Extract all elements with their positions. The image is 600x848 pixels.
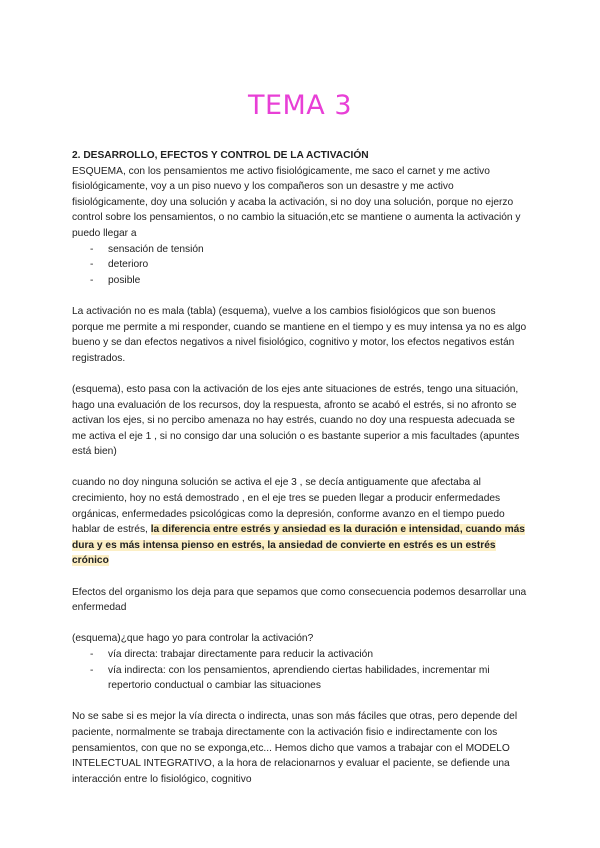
spacer: [72, 288, 528, 304]
control-list: [72, 647, 528, 694]
paragraph-efectos: Efectos del organismo los deja para que sepamos que como consecuencia podemos desarrollar una enfermedad: [72, 586, 527, 614]
effects-list: [72, 242, 528, 289]
list-item: - vía indirecta: con los pensamientos, aprendiendo ciertas habilidades, incrementar mi repertorio conductual o cambiar las situaciones: [72, 663, 528, 694]
document-body: [72, 148, 528, 803]
control-block: [72, 631, 528, 693]
paragraph-eje-3-text: cuando no doy ninguna solución se activa el eje 3 , se decía antiguamente que afectaba al crecimiento, hoy no está demostrado , en el eje tres se pueden llegar a producir enfermedades orgánicas, enfermedades psicológicas como la depresión, conforme avanzo en el tiempo puedo hablar de estrés,: [72, 477, 505, 536]
section-heading: 2. DESARROLLO, EFECTOS Y CONTROL DE LA ACTIVACIÓN: [72, 150, 369, 161]
list-item: - vía directa: trabajar directamente para reducir la activación: [72, 647, 528, 663]
paragraph-modelo: No se sabe si es mejor la vía directa o indirecta, unas son más fáciles que otras, pero depende del paciente, normalmente se trabaja directamente con la activación fisio e indirectamente con los pensamientos, con que no se exponga,etc... Hemos dicho que vamos a trabajar con el MODELO INTELECTUAL INTEGRATIVO, a la hora de relacionarnos y evaluar el paciente, se defiende una interacción entre lo fisiológico, cognitivo: [72, 711, 518, 785]
page-title: TEMA 3: [247, 90, 353, 121]
intro-paragraph: ESQUEMA, con los pensamientos me activo fisiológicamente, me saco el carnet y me activo fisiológicamente, voy a un piso nuevo y los compañeros son un desastre y me activo fisiológicamente, doy una solución y acaba la activación, si no doy una solución, porque no ejerzo control sobre los pensamientos, o no cambio la situación,etc se mantiene o aumenta la activación y puedo llegar a: [72, 165, 521, 239]
list-item: - posible: [72, 273, 528, 289]
paragraph-eje-3: [72, 475, 528, 569]
paragraph-activation: La activación no es mala (tabla) (esquema), vuelve a los cambios fisiológicos que son buenos porque me permite a mi responder, cuando se mantiene en el tiempo y es muy intensa ya no es algo bueno y se dan efectos negativos a nivel fisiológico, cognitivo y motor, los efectos negativos están registrados.: [72, 305, 527, 364]
list-item: - deterioro: [72, 257, 528, 273]
list-item: - sensación de tensión: [72, 242, 528, 258]
section-block: [72, 148, 528, 288]
spacer: [72, 694, 528, 710]
highlighted-text: la diferencia entre estrés y ansiedad es la duración e intensidad, cuando más dura y es más intensa pienso en estrés, la ansiedad de convierte en estrés es un estrés crónico: [72, 524, 525, 567]
paragraph-ejes: (esquema), esto pasa con la activación de los ejes ante situaciones de estrés, tengo una situación, hago una evaluación de los recursos, doy la respuesta, afronto se acabó el estrés, si no afronto se activan los ejes, si no percibo amenaza no hay estrés, cuando no doy una respuesta adecuada se me activa el eje 1 , si no consigo dar una solución o es bastante superior a mis facultades (apuntes está bien): [72, 383, 520, 458]
control-question: (esquema)¿que hago yo para controlar la activación?: [72, 633, 314, 645]
